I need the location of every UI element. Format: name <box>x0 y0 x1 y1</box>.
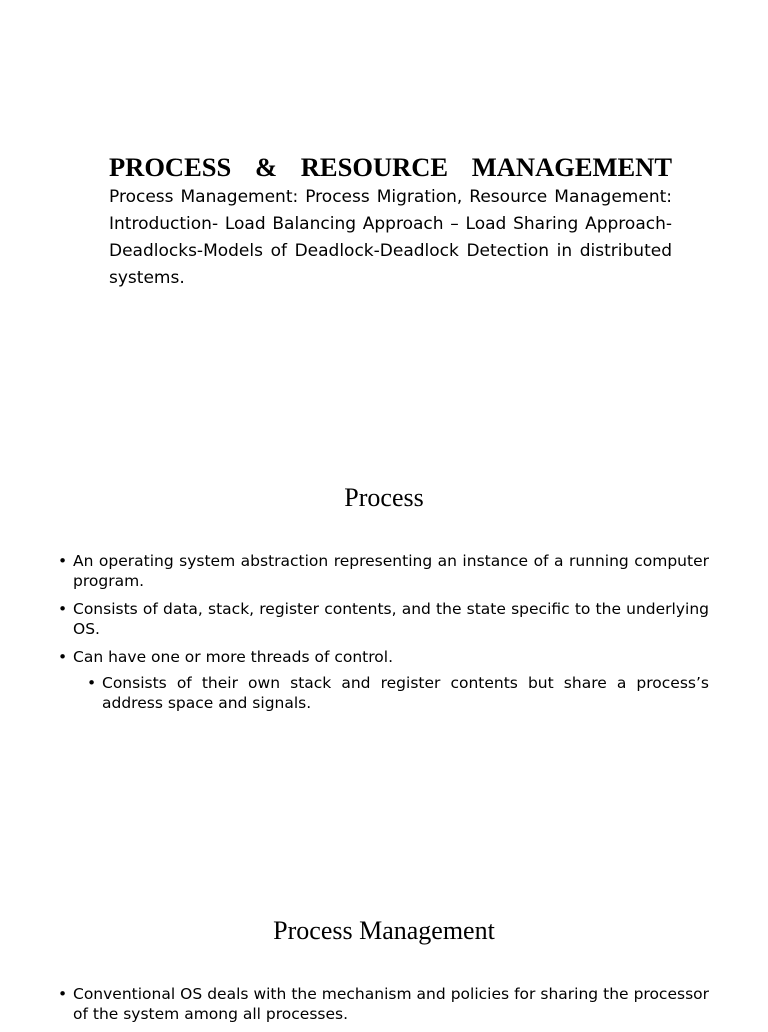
process-bullet-list <box>58 551 709 721</box>
sub-bullet-text: Consists of their own stack and register contents but share a process’s address space and signals. <box>102 674 709 712</box>
bullet-icon: • <box>58 600 68 618</box>
list-item <box>58 599 709 639</box>
bullet-text: Can have one or more threads of control. <box>73 648 393 666</box>
list-item <box>58 551 709 591</box>
bullet-text: An operating system abstraction representing an instance of a running computer program. <box>73 552 709 590</box>
bullet-icon: • <box>58 985 68 1003</box>
sub-list-item <box>87 673 709 713</box>
bullet-icon: • <box>87 674 97 692</box>
list-item <box>58 647 709 713</box>
document-title: PROCESS & RESOURCE MANAGEMENT <box>109 152 672 182</box>
list-item <box>58 984 709 1024</box>
threads-sub-list <box>87 673 709 713</box>
bullet-text: Consists of data, stack, register contents, and the state specific to the underlying OS. <box>73 600 709 638</box>
bullet-icon: • <box>58 648 68 666</box>
bullet-icon: • <box>58 552 68 570</box>
process-heading: Process <box>344 483 424 512</box>
process-management-heading: Process Management <box>273 916 495 945</box>
syllabus-paragraph: Process Management: Process Migration, Resource Management: Introduction- Load Balancing Approach – Load Sharing Approach- Deadlocks-Models of Deadlock-Deadlock Detection in distributed systems. <box>109 187 672 288</box>
process-management-bullet-list <box>58 984 709 1032</box>
bullet-text: Conventional OS deals with the mechanism and policies for sharing the processor of the system among all processes. <box>73 985 709 1023</box>
